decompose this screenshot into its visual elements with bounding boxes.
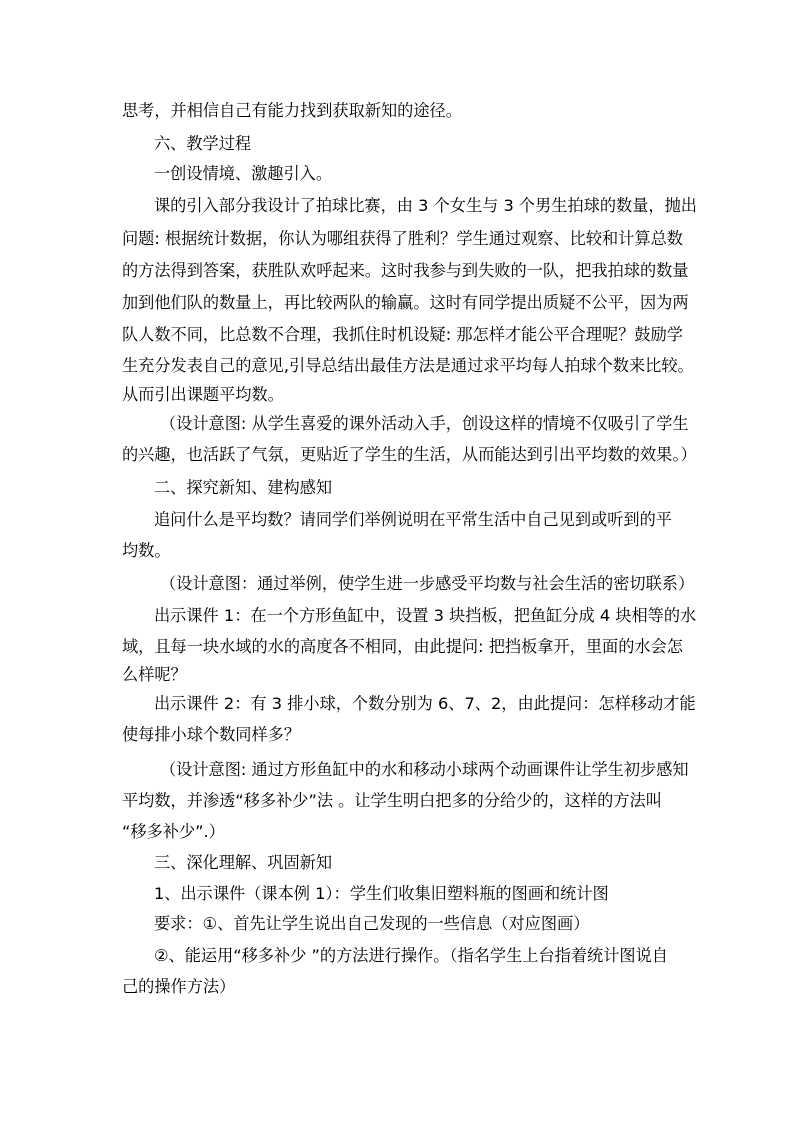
text-line: “移多补少”.） [122, 822, 225, 841]
text-line: 域，且每一块水域的水的高度各不相同，由此提问: 把挡板拿开，里面的水会怎 [122, 637, 683, 656]
text-line: 要求：①、首先让学生说出自己发现的一些信息（对应图画） [154, 914, 590, 933]
text-line: 平均数，并渗透“移多补少”法 。让学生明白把多的分给少的，这样的方法叫 [122, 791, 662, 810]
section-heading: 二、探究新知、建构感知 [154, 478, 333, 497]
text-line: 思考，并相信自己有能力找到获取新知的途径。 [122, 101, 462, 120]
text-line: 出示课件 2：有 3 排小球，个数分别为 6、7、2，由此提问：怎样移动才能 [154, 694, 696, 713]
text-line: 出示课件 1：在一个方形鱼缸中，设置 3 块挡板，把鱼缸分成 4 块相等的水 [154, 606, 697, 625]
text-line: 课的引入部分我设计了拍球比赛，由 3 个女生与 3 个男生拍球的数量，抛出 [154, 196, 697, 215]
text-line: 的方法得到答案，获胜队欢呼起来。这时我参与到失败的一队，把我拍球的数量 [122, 261, 689, 280]
text-line: ②、能运用“移多补少 ”的方法进行操作。（指名学生上台指着统计图说自 [154, 946, 668, 965]
text-line: 从而引出课题平均数。 [122, 385, 284, 404]
text-line: 追问什么是平均数？请同学们举例说明在平常生活中自己见到或听到的平 [154, 510, 672, 529]
text-line: 的兴趣，也活跃了气氛，更贴近了学生的生活，从而能达到引出平均数的效果。） [122, 445, 697, 464]
section-heading: 三、深化理解、巩固新知 [154, 853, 333, 872]
text-line: 么样呢？ [122, 665, 187, 684]
text-line: 使每排小球个数同样多？ [122, 725, 301, 744]
text-line: 加到他们队的数量上，再比较两队的输赢。这时有同学提出质疑不公平，因为两 [122, 293, 689, 312]
text-line: 问题: 根据统计数据，你认为哪组获得了胜利？学生通过观察、比较和计算总数 [122, 229, 683, 248]
text-line: 均数。 [122, 541, 171, 560]
text-line: 1、出示课件（课本例 1）：学生们收集旧塑料瓶的图画和统计图 [154, 884, 609, 903]
text-line: 生充分发表自己的意见,引导总结出最佳方法是通过求平均每人拍球个数来比较。 [122, 356, 694, 375]
text-line: （设计意图：通过举例，使学生进一步感受平均数与社会生活的密切联系） [160, 574, 695, 593]
subsection-heading: 一创设情境、激趣引入。 [154, 164, 333, 183]
text-line: （设计意图: 通过方形鱼缸中的水和移动小球两个动画课件让学生初步感知 [160, 760, 689, 779]
text-line: 己的操作方法） [122, 977, 236, 996]
section-heading: 六、教学过程 [154, 134, 252, 153]
text-line: （设计意图: 从学生喜爱的课外活动入手，创设这样的情境不仅吸引了学生 [160, 414, 689, 433]
text-line: 队人数不同，比总数不合理，我抓住时机设疑: 那怎样才能公平合理呢？鼓励学 [122, 325, 683, 344]
